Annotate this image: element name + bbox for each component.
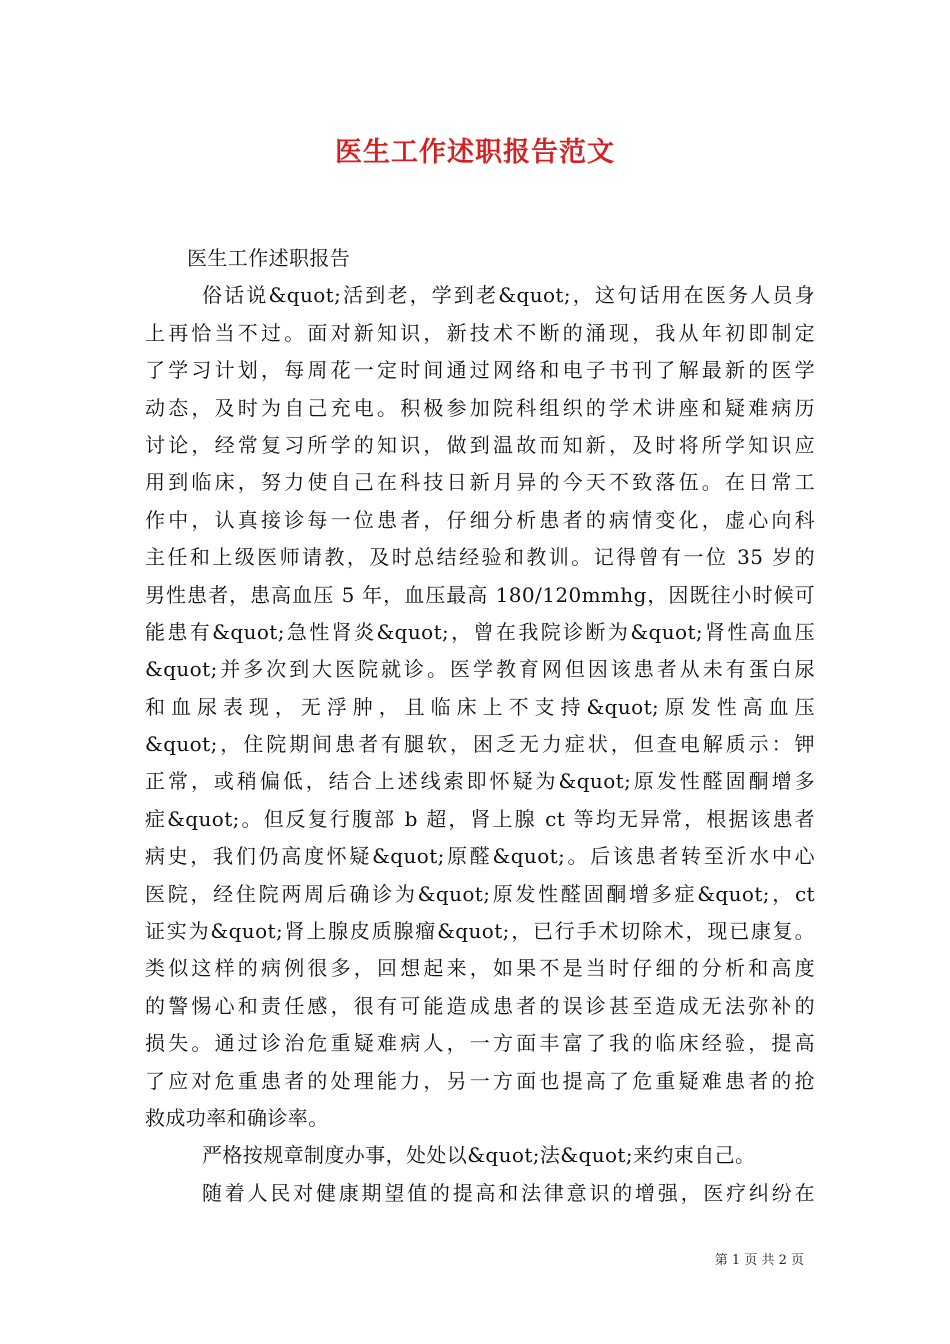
text-line: &quot;，住院期间患者有腿软，困乏无力症状，但查电解质示：钾 <box>145 732 815 757</box>
text-line: 损失。通过诊治危重疑难病人，一方面丰富了我的临床经验，提高 <box>145 1031 815 1056</box>
section-heading: 医生工作述职报告 <box>187 246 351 270</box>
text-line: 主任和上级医师请教，及时总结经验和教训。记得曾有一位 35 岁的 <box>145 545 815 570</box>
page-footer: 第 1 页 共 2 页 <box>714 1253 804 1268</box>
document-title: 医生工作述职报告范文 <box>335 137 615 168</box>
document-body <box>145 240 815 1212</box>
text-line: 能患有&quot;急性肾炎&quot;，曾在我院诊断为&quot;肾性高血压 <box>145 619 815 644</box>
text-line: 动态，及时为自己充电。积极参加院科组织的学术讲座和疑难病历 <box>145 395 815 420</box>
text-line: 严格按规章制度办事，处处以&quot;法&quot;来约束自己。 <box>202 1143 756 1168</box>
text-line: 上再恰当不过。面对新知识，新技术不断的涌现，我从年初即制定 <box>145 320 815 345</box>
text-line: 证实为&quot;肾上腺皮质腺瘤&quot;，已行手术切除术，现已康复。 <box>145 919 815 944</box>
text-line: 正常，或稍偏低，结合上述线索即怀疑为&quot;原发性醛固酮增多 <box>145 769 815 794</box>
text-line: 俗话说&quot;活到老，学到老&quot;，这句话用在医务人员身 <box>202 283 815 308</box>
text-line: 症&quot;。但反复行腹部 b 超，肾上腺 ct 等均无异常，根据该患者 <box>145 806 815 831</box>
text-line: 用到临床，努力使自己在科技日新月异的今天不致落伍。在日常工 <box>145 470 815 495</box>
text-line: &quot;并多次到大医院就诊。医学教育网但因该患者从未有蛋白尿 <box>145 657 815 682</box>
text-line: 救成功率和确诊率。 <box>145 1105 329 1130</box>
text-line: 了应对危重患者的处理能力，另一方面也提高了危重疑难患者的抢 <box>145 1068 815 1093</box>
text-line: 病史，我们仍高度怀疑&quot;原醛&quot;。后该患者转至沂水中心 <box>145 844 815 869</box>
text-line: 讨论，经常复习所学的知识，做到温故而知新，及时将所学知识应 <box>145 432 815 457</box>
text-line: 男性患者，患高血压 5 年，血压最高 180/120mmhg，因既往小时候可 <box>145 582 815 607</box>
text-line: 和血尿表现，无浮肿，且临床上不支持&quot;原发性高血压 <box>145 694 815 719</box>
text-line: 医院，经住院两周后确诊为&quot;原发性醛固酮增多症&quot;，ct <box>145 881 815 906</box>
text-line: 了学习计划，每周花一定时间通过网络和电子书刊了解最新的医学 <box>145 358 815 383</box>
text-line: 类似这样的病例很多，回想起来，如果不是当时仔细的分析和高度 <box>145 956 815 981</box>
text-line: 随着人民对健康期望值的提高和法律意识的增强，医疗纠纷在 <box>202 1180 815 1205</box>
text-line: 的警惕心和责任感，很有可能造成患者的误诊甚至造成无法弥补的 <box>145 993 815 1018</box>
text-line: 作中，认真接诊每一位患者，仔细分析患者的病情变化，虚心向科 <box>145 507 815 532</box>
